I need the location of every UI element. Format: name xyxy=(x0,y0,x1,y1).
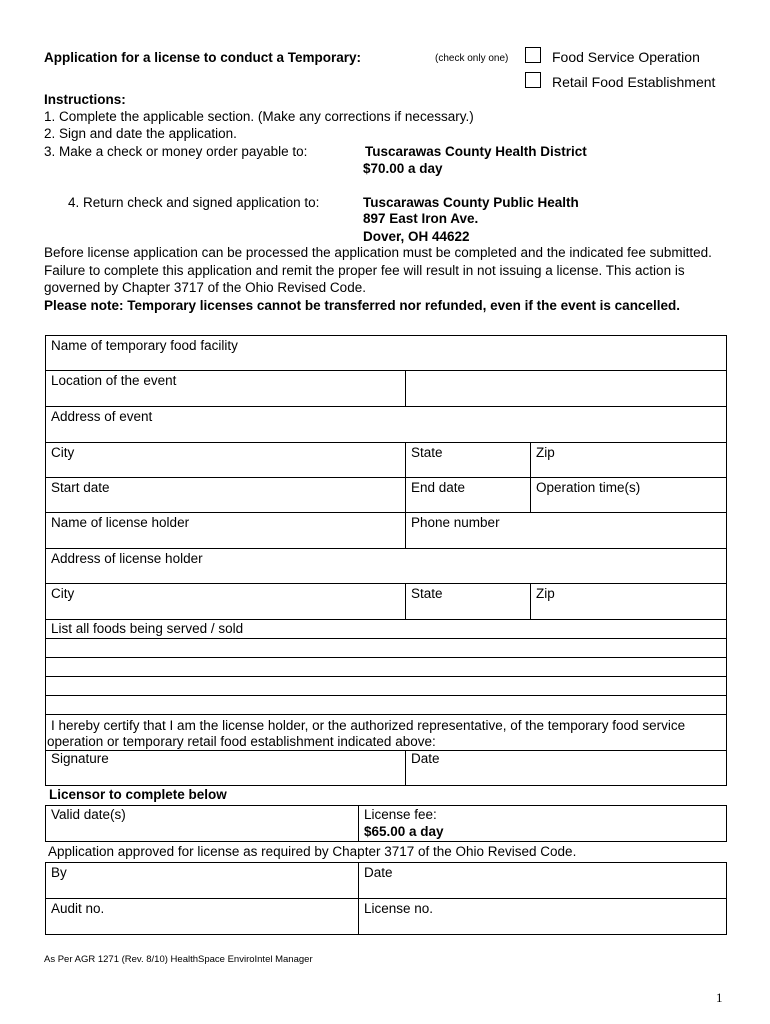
end-date-label: End date xyxy=(411,480,466,495)
operation-times-field[interactable] xyxy=(530,477,727,513)
event-zip-label: Zip xyxy=(536,445,555,460)
event-location-extra-field[interactable] xyxy=(405,370,727,407)
return-name: Tuscarawas County Public Health xyxy=(363,195,579,210)
holder-address-label: Address of license holder xyxy=(51,551,203,566)
signature-field[interactable] xyxy=(45,750,406,786)
valid-dates-field[interactable] xyxy=(45,805,359,842)
food-service-label: Food Service Operation xyxy=(552,49,700,65)
fee-amount: $70.00 a day xyxy=(363,161,443,176)
approval-statement: Application approved for license as required by Chapter 3717 of the Ohio Revised Code. xyxy=(48,844,577,859)
licensor-heading: Licensor to complete below xyxy=(49,787,227,802)
instruction-step-2: 2. Sign and date the application. xyxy=(44,126,237,141)
holder-zip-label: Zip xyxy=(536,586,555,601)
event-address-field[interactable] xyxy=(45,406,727,443)
event-state-field[interactable] xyxy=(405,442,531,478)
foods-label: List all foods being served / sold xyxy=(51,621,244,636)
event-city-field[interactable] xyxy=(45,442,406,478)
audit-no-field[interactable] xyxy=(45,898,359,935)
facility-name-label: Name of temporary food facility xyxy=(51,338,238,353)
start-date-field[interactable] xyxy=(45,477,406,513)
phone-label: Phone number xyxy=(411,515,500,530)
foods-line-3[interactable] xyxy=(45,676,727,696)
payee: Tuscarawas County Health District xyxy=(365,144,587,159)
notice-line-3: governed by Chapter 3717 of the Ohio Revised Code. xyxy=(44,280,366,295)
license-no-label: License no. xyxy=(364,901,434,916)
instructions-heading: Instructions: xyxy=(44,92,126,107)
retail-food-checkbox[interactable] xyxy=(525,72,541,88)
event-city-label: City xyxy=(51,445,75,460)
event-zip-field[interactable] xyxy=(530,442,727,478)
certification-block xyxy=(45,714,727,751)
event-state-label: State xyxy=(411,445,443,460)
form-title: Application for a license to conduct a Temporary: xyxy=(44,50,362,65)
page-number: 1 xyxy=(716,990,723,1005)
foods-line-2[interactable] xyxy=(45,657,727,677)
approved-by-field[interactable] xyxy=(45,862,359,899)
valid-dates-label: Valid date(s) xyxy=(51,807,126,822)
license-fee-label: License fee: xyxy=(364,807,437,822)
notice-line-2: Failure to complete this application and remit the proper fee will result in not issuing a license. This action is xyxy=(44,263,685,278)
holder-name-label: Name of license holder xyxy=(51,515,190,530)
start-date-label: Start date xyxy=(51,480,110,495)
holder-state-field[interactable] xyxy=(405,583,531,620)
food-service-checkbox[interactable] xyxy=(525,47,541,63)
signature-label: Signature xyxy=(51,751,109,766)
license-no-field[interactable] xyxy=(358,898,727,935)
instruction-step-1: 1. Complete the applicable section. (Make any corrections if necessary.) xyxy=(44,109,474,124)
foods-line-1[interactable] xyxy=(45,638,727,658)
check-note: (check only one) xyxy=(435,53,509,64)
instruction-step-4: 4. Return check and signed application to: xyxy=(68,195,320,210)
notice-note: Please note: Temporary licenses cannot be transferred nor refunded, even if the event is cancelled. xyxy=(44,298,680,313)
holder-city-label: City xyxy=(51,586,75,601)
signature-date-label: Date xyxy=(411,751,440,766)
approval-date-label: Date xyxy=(364,865,393,880)
operation-times-label: Operation time(s) xyxy=(536,480,641,495)
retail-food-label: Retail Food Establishment xyxy=(552,74,716,90)
certify-line-2: operation or temporary retail food establishment indicated above: xyxy=(47,734,436,749)
foods-header-row[interactable] xyxy=(45,619,727,639)
event-address-label: Address of event xyxy=(51,409,153,424)
holder-name-field[interactable] xyxy=(45,512,406,549)
facility-name-field[interactable] xyxy=(45,335,727,371)
foods-line-4[interactable] xyxy=(45,695,727,715)
holder-city-field[interactable] xyxy=(45,583,406,620)
event-location-label: Location of the event xyxy=(51,373,177,388)
license-fee-field[interactable] xyxy=(358,805,727,842)
certify-line-1: I hereby certify that I am the license holder, or the authorized representative, of the temporary food service xyxy=(51,718,686,733)
event-location-field[interactable] xyxy=(45,370,406,407)
form-identifier: As Per AGR 1271 (Rev. 8/10) HealthSpace EnviroIntel Manager xyxy=(44,954,313,965)
notice-line-1: Before license application can be processed the application must be completed and the indicated fee submitted. xyxy=(44,245,712,260)
instruction-step-3: 3. Make a check or money order payable to: xyxy=(44,144,308,159)
license-fee-value: $65.00 a day xyxy=(364,824,444,839)
holder-state-label: State xyxy=(411,586,443,601)
return-city: Dover, OH 44622 xyxy=(363,229,470,244)
approved-by-label: By xyxy=(51,865,67,880)
holder-zip-field[interactable] xyxy=(530,583,727,620)
holder-address-field[interactable] xyxy=(45,548,727,584)
signature-date-field[interactable] xyxy=(405,750,727,786)
return-street: 897 East Iron Ave. xyxy=(363,211,479,226)
end-date-field[interactable] xyxy=(405,477,531,513)
approval-date-field[interactable] xyxy=(358,862,727,899)
audit-no-label: Audit no. xyxy=(51,901,105,916)
phone-field[interactable] xyxy=(405,512,727,549)
